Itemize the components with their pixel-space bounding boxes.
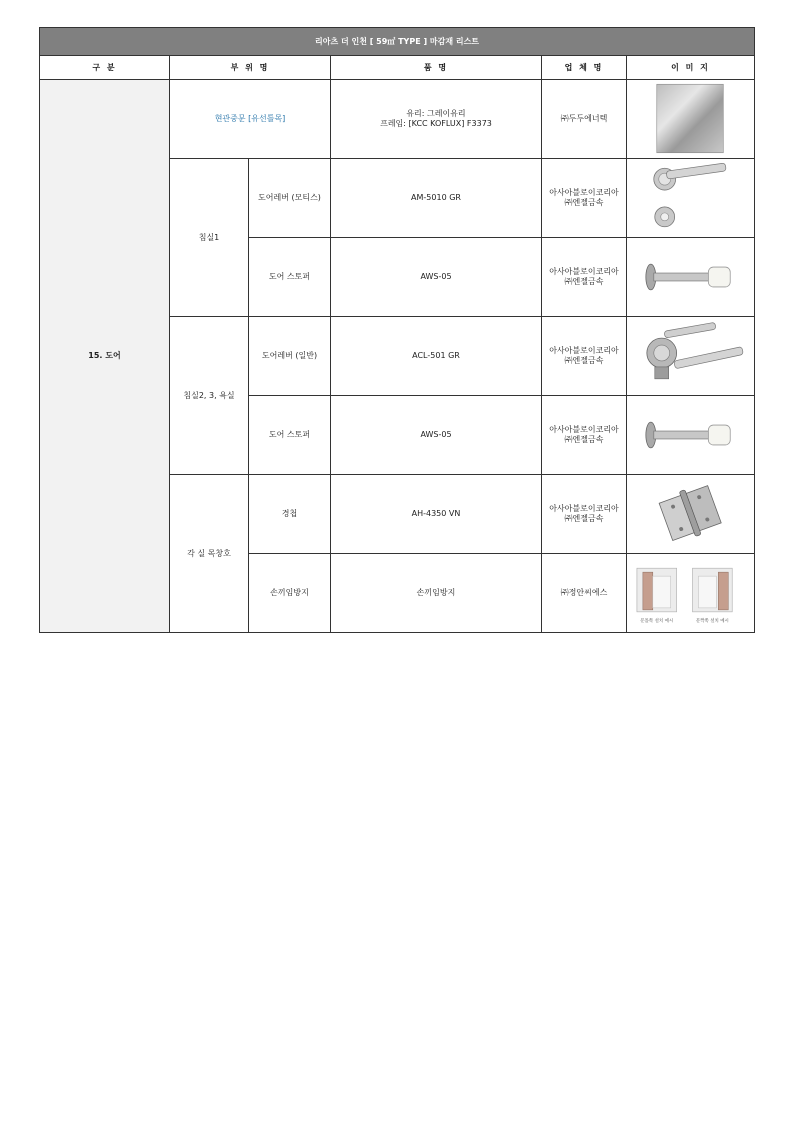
product-cell (331, 554, 542, 633)
vendor-line: ㈜엔젤금속 (564, 198, 604, 207)
part-cell: 도어 스토퍼 (249, 396, 331, 475)
location-entrance: 현관중문 [유선틀목] (170, 80, 331, 159)
part-cell: 손끼임방지 (249, 554, 331, 633)
finger-guard-caption: 문짝쪽 설치 예시 (695, 618, 729, 624)
door-stopper-icon (627, 396, 754, 474)
product-line: AM-5010 GR (411, 193, 461, 202)
vendor-cell (542, 159, 627, 238)
finger-guard-icon (627, 554, 754, 632)
vendor-line: ㈜두두에너텍 (560, 114, 608, 123)
image-cell (627, 80, 755, 159)
image-cell (627, 475, 755, 554)
finishing-material-table (39, 27, 755, 633)
part-cell: 도어레버 (모티스) (249, 159, 331, 238)
product-cell (331, 475, 542, 554)
lever-handle-icon (627, 317, 754, 395)
vendor-cell (542, 317, 627, 396)
header-category: 구 분 (40, 56, 170, 80)
part-cell: 도어레버 (일반) (249, 317, 331, 396)
vendor-line: ㈜엔젤금속 (564, 356, 604, 365)
vendor-cell (542, 80, 627, 159)
finger-guard-caption: 문틀쪽 설치 예시 (640, 618, 674, 624)
vendor-line: ㈜정안씨에스 (560, 588, 608, 597)
header-location: 부 위 명 (170, 56, 331, 80)
header-image: 이 미 지 (627, 56, 755, 80)
part-cell: 도어 스토퍼 (249, 238, 331, 317)
location-each-room: 각 실 목창호 (170, 475, 249, 633)
vendor-line: ㈜엔젤금속 (564, 435, 604, 444)
product-line: AWS-05 (420, 272, 452, 281)
image-cell (627, 317, 755, 396)
table-title: 리아츠 더 인천 [ 59㎡ TYPE ] 마감재 리스트 (40, 28, 755, 56)
product-line: 손끼임방지 (416, 588, 456, 597)
header-vendor: 업 체 명 (542, 56, 627, 80)
product-cell (331, 317, 542, 396)
vendor-cell (542, 396, 627, 475)
product-cell (331, 238, 542, 317)
gray-glass-panel-icon (627, 80, 754, 158)
product-line: 유리: 그레이유리 (406, 109, 466, 118)
vendor-line: 아사아블로이코리아 (549, 504, 619, 513)
vendor-line: ㈜엔젤금속 (564, 514, 604, 523)
image-cell (627, 238, 755, 317)
image-cell (627, 159, 755, 238)
category-cell: 15. 도어 (40, 80, 170, 633)
product-cell (331, 159, 542, 238)
hinge-icon (627, 475, 754, 553)
door-stopper-icon (627, 238, 754, 316)
image-cell (627, 554, 755, 633)
vendor-line: 아사아블로이코리아 (549, 346, 619, 355)
vendor-cell (542, 475, 627, 554)
product-line: AWS-05 (420, 430, 452, 439)
product-line: AH-4350 VN (411, 509, 461, 518)
part-cell: 경첩 (249, 475, 331, 554)
lever-handle-mortise-icon (627, 159, 754, 237)
vendor-line: ㈜엔젤금속 (564, 277, 604, 286)
product-cell (331, 80, 542, 159)
product-cell (331, 396, 542, 475)
vendor-line: 아사아블로이코리아 (549, 267, 619, 276)
product-line: ACL-501 GR (412, 351, 460, 360)
location-bedroom1: 침실1 (170, 159, 249, 317)
vendor-line: 아사아블로이코리아 (549, 425, 619, 434)
image-cell (627, 396, 755, 475)
location-bedroom23: 침실2, 3, 욕실 (170, 317, 249, 475)
header-product: 품 명 (331, 56, 542, 80)
table-row (40, 80, 755, 159)
vendor-line: 아사아블로이코리아 (549, 188, 619, 197)
product-line: 프레임: [KCC KOFLUX] F3373 (380, 119, 492, 128)
vendor-cell (542, 554, 627, 633)
vendor-cell (542, 238, 627, 317)
